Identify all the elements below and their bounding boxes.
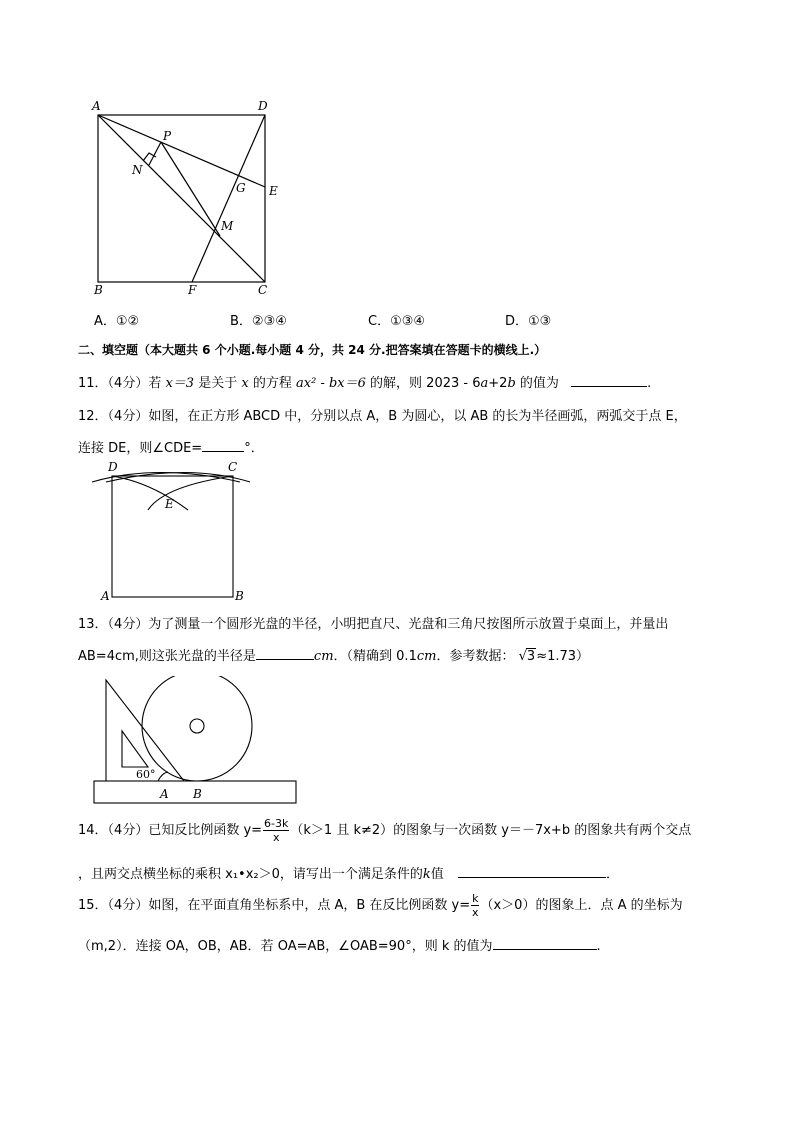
question-14-line2	[78, 863, 619, 882]
question-13-line2	[78, 645, 589, 664]
option-b: B．②③④	[230, 314, 287, 329]
q13-approx: ≈1.73）	[536, 649, 590, 664]
segment-pm	[161, 142, 220, 236]
q12-line2a: 连接 DE，则∠CDE=	[78, 441, 203, 456]
q11-equation: ax² - bx＝6	[296, 376, 366, 391]
question-12-line2	[78, 437, 264, 456]
q12-line2b: °．	[244, 441, 264, 456]
figure-square-arcs	[88, 458, 258, 604]
q11-tail: 的值为	[519, 376, 559, 391]
q13-line2b: ．（精确到 0.1	[333, 649, 417, 664]
fig2-label-e: E	[165, 497, 174, 511]
fig2-label-c: C	[228, 460, 238, 474]
q11-num: 11．（4分）若	[78, 376, 162, 391]
q15-frac-num: k	[472, 892, 479, 905]
option-c: C．①③④	[368, 314, 426, 329]
section-2-title: 二、填空题（本大题共 6 个小题.每小题 4 分，共 24 分.把答案填在答题卡的横线上.）	[78, 343, 547, 357]
q14-num: 14．（4分）已知反比例函数 y=	[78, 823, 263, 838]
fig1-label-f: F	[188, 283, 197, 297]
figure-disc-ruler	[92, 676, 302, 806]
q15-fraction	[471, 893, 479, 918]
question-11	[78, 372, 651, 391]
arc-left	[112, 476, 188, 510]
q11-cond: x＝3	[165, 376, 195, 391]
disc	[142, 676, 252, 781]
fig3-label-a: A	[160, 787, 169, 801]
fig2-label-d: D	[108, 460, 118, 474]
question-15-line1	[78, 893, 683, 918]
triangle-outer	[106, 680, 184, 781]
q11-mid3: 的解，则 2023 - 6	[370, 376, 481, 391]
q13-line2c: ．参考数据：	[436, 649, 515, 664]
question-14-line1	[78, 818, 691, 843]
fig3-label-b: B	[193, 787, 202, 801]
q13-unit: cm	[313, 649, 334, 664]
fig1-label-d: D	[258, 99, 268, 113]
fig1-label-m: M	[221, 219, 234, 233]
question-13-line1: 13．（4分）为了测量一个圆形光盘的半径，小明把直尺、光盘和三角尺按图所示放置于桌面上，并量出	[78, 617, 669, 632]
q11-mid1: 是关于	[198, 376, 238, 391]
fig1-label-e: E	[269, 184, 278, 198]
segment-df	[192, 115, 265, 282]
q11-a: a	[480, 376, 489, 391]
fig1-label-b: B	[94, 283, 103, 297]
q15-num: 15．（4分）如图，在平面直角坐标系中，点 A，B 在反比例函数 y=	[78, 898, 471, 913]
angle-arc	[158, 772, 168, 781]
q12-answer-blank[interactable]	[202, 439, 244, 452]
square2-outline	[112, 476, 233, 597]
q15-line2a: （m,2）．连接 OA，OB，AB．若 OA=AB，∠OAB=90°，则 k 的值为	[78, 939, 493, 954]
q14-line2b: 值	[430, 867, 444, 882]
q14-line2a: ，且两交点横坐标的乘积 x₁•x₂＞0，请写出一个满足条件的	[78, 867, 423, 882]
q11-end: .	[647, 376, 652, 391]
figure-square-abcd	[88, 96, 288, 301]
question-12-line1: 12．（4分）如图，在正方形 ABCD 中，分别以点 A，B 为圆心，以 AB 的长为半径画弧，两弧交于点 E，	[78, 409, 687, 424]
disc-hole	[190, 719, 204, 733]
fig3-angle: 60°	[136, 768, 156, 781]
q11-mid2: 的方程	[252, 376, 292, 391]
diagonal-ac	[98, 115, 265, 282]
fig2-label-b: B	[235, 589, 244, 603]
sqrt-sign: √	[518, 649, 527, 664]
q15-cond: （x＞0）的图象上．点 A 的坐标为	[480, 898, 683, 913]
q14-end: ．	[605, 867, 619, 882]
q13-sqrt-num: 3	[526, 649, 536, 664]
fig1-label-n: N	[132, 163, 143, 177]
q13-unit2: cm	[416, 649, 437, 664]
q11-b: b	[507, 376, 516, 391]
fig1-label-c: C	[258, 283, 268, 297]
q14-frac-den: x	[272, 831, 280, 844]
q15-frac-den: x	[472, 906, 479, 919]
q13-line2a: AB=4cm,则这张光盘的半径是	[78, 649, 256, 664]
q14-frac-num: 6-3k	[264, 817, 289, 830]
fig1-label-p: P	[163, 129, 172, 143]
q15-line2b: .	[596, 939, 601, 954]
q14-cond: （k＞1 且 k≠2）的图象与一次函数 y＝－7x+b 的图象共有两个交点	[290, 823, 692, 838]
fig1-label-g: G	[236, 181, 246, 195]
q11-answer-blank[interactable]	[571, 374, 647, 387]
q14-fraction	[263, 818, 289, 843]
q14-answer-blank[interactable]	[458, 865, 606, 878]
fig1-label-a: A	[92, 99, 101, 113]
question-15-line2	[78, 935, 601, 954]
option-a: A．①②	[94, 314, 140, 329]
fig2-label-a: A	[101, 589, 110, 603]
q11-plus: +2	[488, 376, 508, 391]
q11-var-x: x	[241, 376, 249, 391]
q13-answer-blank[interactable]	[256, 647, 314, 660]
q14-k: k	[422, 867, 431, 882]
segment-ae	[98, 115, 265, 187]
q15-answer-blank[interactable]	[493, 937, 597, 950]
option-d: D．①③	[505, 314, 552, 329]
triangle-inner	[122, 731, 148, 767]
